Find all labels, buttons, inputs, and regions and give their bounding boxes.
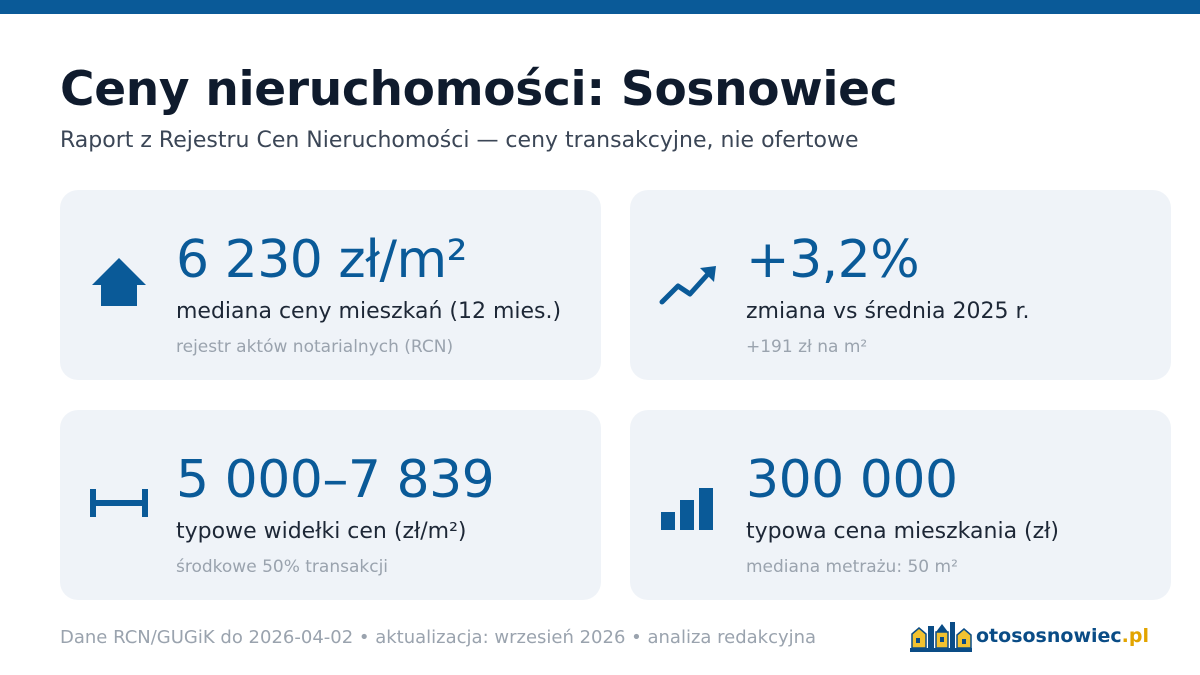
city-skyline-icon [910,620,972,652]
stat-card-median-price [60,190,601,380]
stat-label: typowa cena mieszkania (zł) [746,519,1060,544]
footer-source: Dane RCN/GUGiK do 2026-04-02 • aktualizacja: wrzesień 2026 • analiza redakcyjna [60,627,817,648]
stat-card-price-range [60,410,601,600]
stat-value: 300 000 [746,450,958,510]
stat-card-typical-price [630,410,1171,600]
stat-value: +3,2% [746,230,920,290]
stat-label: zmiana vs średnia 2025 r. [746,299,1030,324]
page-subtitle: Raport z Rejestru Cen Nieruchomości — ceny transakcyjne, nie ofertowe [60,128,859,153]
bar-chart-icon [658,472,720,534]
range-icon [88,472,150,534]
page-title: Ceny nieruchomości: Sosnowiec [60,62,898,117]
brand-tld[interactable]: .pl [1121,625,1149,647]
stat-label: mediana ceny mieszkań (12 mies.) [176,299,562,324]
brand[interactable] [910,620,1149,652]
stat-card-price-change [630,190,1171,380]
top-accent-bar [0,0,1200,14]
stat-note: mediana metrażu: 50 m² [746,557,958,577]
stat-value: 5 000–7 839 [176,450,495,510]
brand-name[interactable]: otososnowiec [976,625,1122,647]
house-icon [88,252,150,314]
stat-label: typowe widełki cen (zł/m²) [176,519,467,544]
trend-up-icon [658,252,720,314]
stat-note: +191 zł na m² [746,337,868,357]
stat-value: 6 230 zł/m² [176,230,467,290]
stat-note: rejestr aktów notarialnych (RCN) [176,337,454,357]
stat-note: środkowe 50% transakcji [176,557,389,577]
